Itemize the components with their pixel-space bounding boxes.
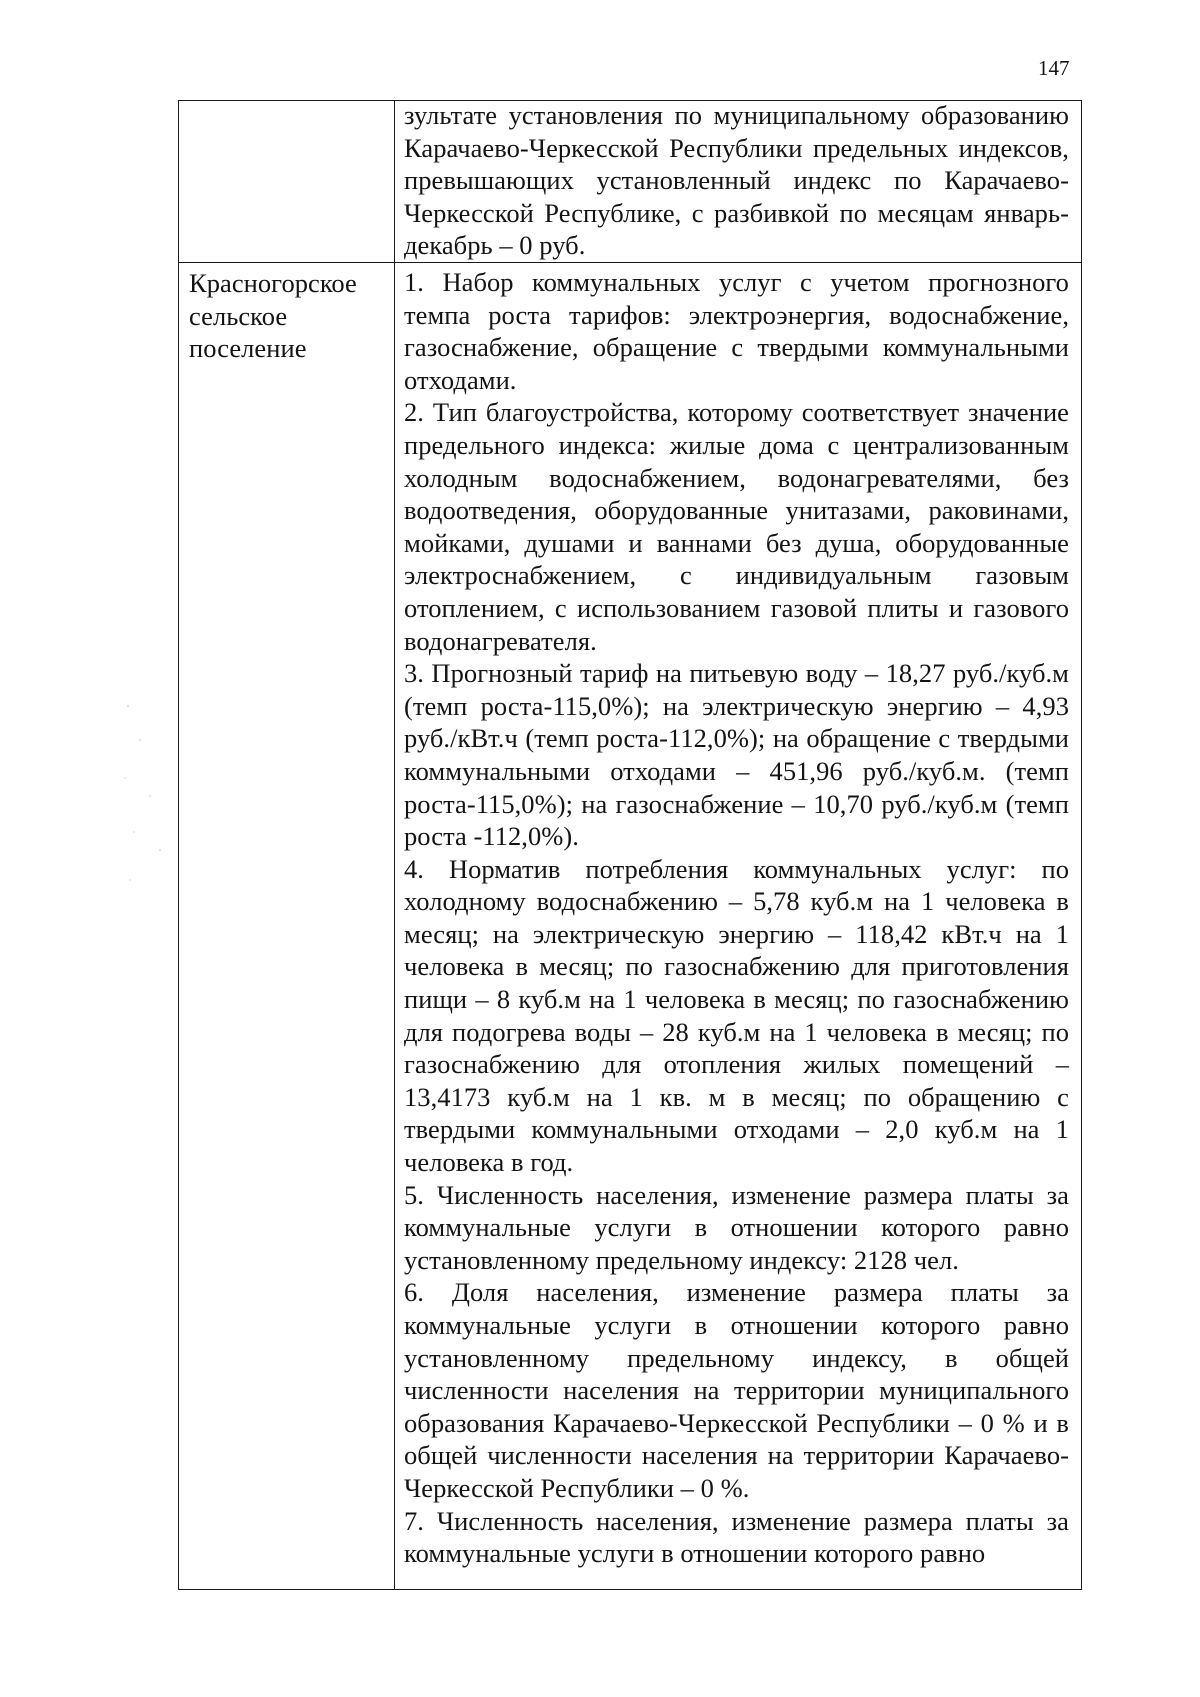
table-cell-left-empty [179, 101, 395, 263]
document-table [178, 100, 1082, 1590]
settlement-name-line: сельское [189, 300, 288, 331]
settlement-name-line: Красногорское [189, 268, 357, 298]
continuation-paragraph: зультате установления по муниципальному образованию Карачаево-Черкесской Республики предельных индексов, превышающих установленный индекс по Карачаево-Черкесской Республике, с разбивкой по месяцам январь-декабрь – 0 руб. [404, 100, 1069, 261]
scan-noise [120, 700, 180, 900]
table-row-continuation [179, 101, 1082, 263]
table-row-krasnogorskoe [179, 263, 1082, 1590]
indicator-item: 6. Доля населения, изменение размера платы за коммунальные услуги в отношении которого равно установленному предельному индексу, в общей численности населения на территории муниципального образования Карачаево-Черкесской Республики – 0 % и в общей численности населения на территории Карачаево-Черкесской Республики – 0 %. [404, 1277, 1069, 1503]
indicator-item: 3. Прогнозный тариф на питьевую воду – 18,27 руб./куб.м (темп роста-115,0%); на электрическую энергию – 4,93 руб./кВт.ч (темп роста-112,0%); на обращение с твердыми коммунальными отходами – 451,96 руб./куб.м. (темп роста-115,0%); на газоснабжение – 10,70 руб./куб.м (темп роста -112,0%). [404, 658, 1069, 852]
indicator-item: 5. Численность населения, изменение размера платы за коммунальные услуги в отношении которого равно установленному предельному индексу: 2128 чел. [404, 1179, 1069, 1275]
indicator-item: 2. Тип благоустройства, которому соответствует значение предельного индекса: жилые дома с централизованным холодным водоснабжением, водонагревателями, без водоотведения, оборудованные унитазами, раковинами, мойками, душами и ваннами без душа, оборудованные электроснабжением, с индивидуальным газовым отоплением, с использованием газовой плиты и газового водонагревателя. [404, 397, 1069, 656]
settlement-name-line: поселение [189, 333, 307, 364]
table-cell-indicators [395, 263, 1082, 1590]
page-number: 147 [1038, 56, 1070, 80]
indicator-item: 1. Набор коммунальных услуг с учетом прогнозного темпа роста тарифов: электроэнергия, водоснабжение, газоснабжение, обращение с твердыми коммунальными отходами. [404, 267, 1069, 395]
indicator-item: 7. Численность населения, изменение размера платы за коммунальные услуги в отношении которого равно [404, 1505, 1069, 1569]
table-cell-right-continuation [395, 101, 1082, 263]
indicator-item: 4. Норматив потребления коммунальных услуг: по холодному водоснабжению – 5,78 куб.м на 1 человека в месяц; на электрическую энергию – 118,42 кВт.ч на 1 человека в месяц; по газоснабжению для приготовления пищи – 8 куб.м на 1 человека в месяц; по газоснабжению для подогрева воды – 28 куб.м на 1 человека в месяц; по газоснабжению для отопления жилых помещений – 13,4173 куб.м на 1 кв. м в месяц; по обращению с твердыми коммунальными отходами – 2,0 куб.м на 1 человека в год. [404, 853, 1069, 1178]
table-cell-settlement-name [179, 263, 395, 1590]
